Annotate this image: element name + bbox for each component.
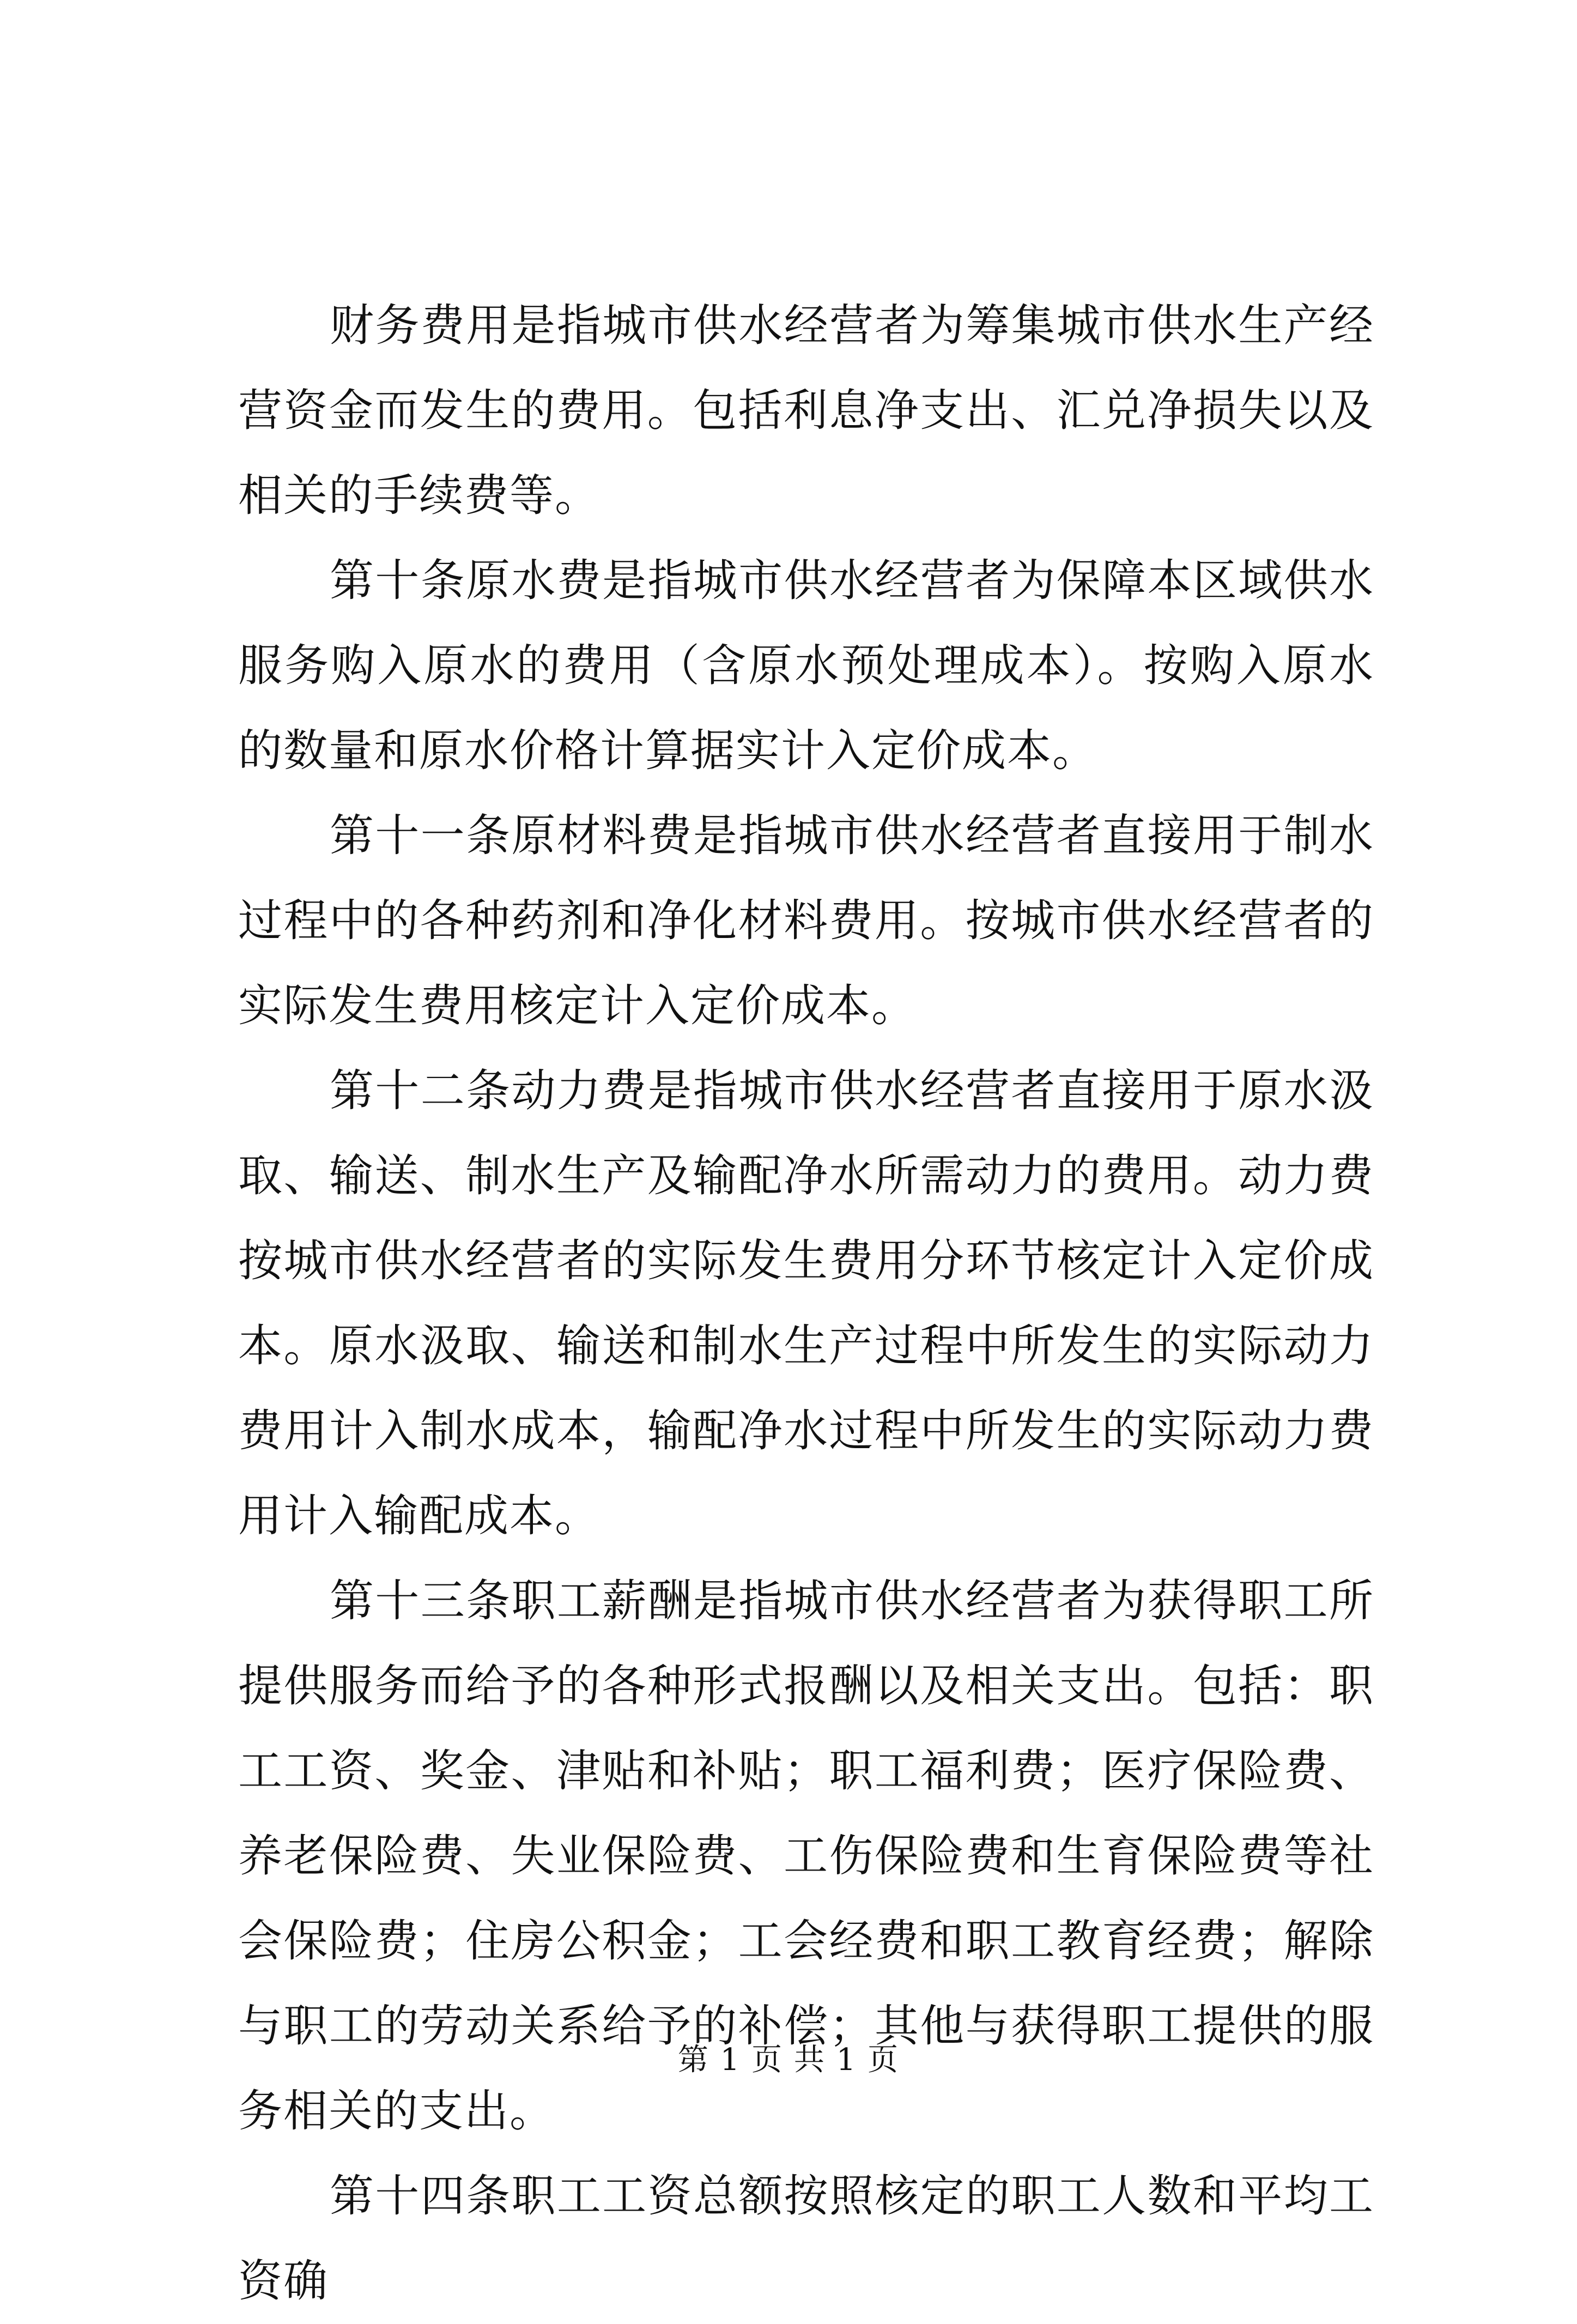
paragraph-article-13: 第十三条职工薪酬是指城市供水经营者为获得职工所提供服务而给予的各种形式报酬以及相关支出。包括：职工工资、奖金、津贴和补贴；职工福利费；医疗保险费、养老保险费、失业保险费、工伤保险费和生育保险费等社会保险费；住房公积金；工会经费和职工教育经费；解除与职工的劳动关系给予的补偿；其他与获得职工提供的服务相关的支出。 xyxy=(238,1576,1374,2137)
paragraph-article-14: 第十四条职工工资总额按照核定的职工人数和平均工资确 xyxy=(238,2171,1374,2307)
page-number-footer: 第 1 页 共 1 页 xyxy=(677,2042,900,2078)
paragraph-article-10: 第十条原水费是指城市供水经营者为保障本区域供水服务购入原水的费用（含原水预处理成本）。按购入原水的数量和原水价格计算据实计入定价成本。 xyxy=(238,555,1374,777)
document-body xyxy=(238,283,1374,2324)
paragraph-article-11: 第十一条原材料费是指城市供水经营者直接用于制水过程中的各种药剂和净化材料费用。按城市供水经营者的实际发生费用核定计入定价成本。 xyxy=(238,810,1374,1032)
paragraph-financial-expenses: 财务费用是指城市供水经营者为筹集城市供水生产经营资金而发生的费用。包括利息净支出、汇兑净损失以及相关的手续费等。 xyxy=(238,300,1374,522)
paragraph-article-12: 第十二条动力费是指城市供水经营者直接用于原水汲取、输送、制水生产及输配净水所需动力的费用。动力费按城市供水经营者的实际发生费用分环节核定计入定价成本。原水汲取、输送和制水生产过程中所发生的实际动力费用计入制水成本，输配净水过程中所发生的实际动力费用计入输配成本。 xyxy=(238,1066,1374,1542)
